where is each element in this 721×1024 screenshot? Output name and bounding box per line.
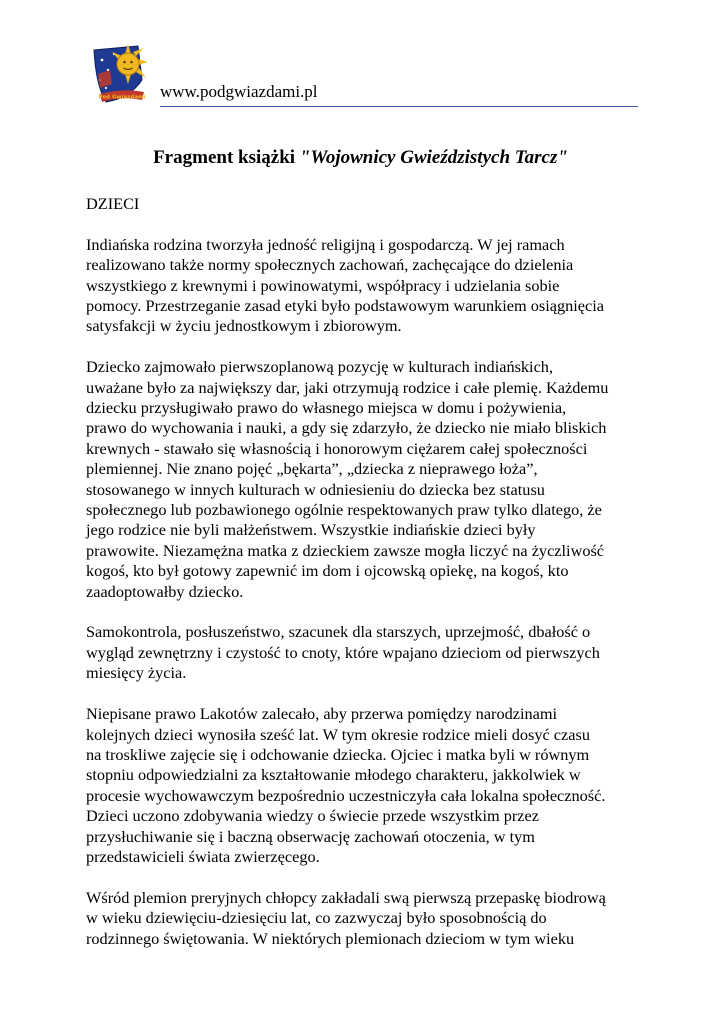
text-line: Dziecko zajmowało pierwszoplanową pozycję w kulturach indiańskich, — [86, 357, 554, 377]
text-line: Dzieci uczono zdobywania wiedzy o świecie przede wszystkim przez — [86, 806, 539, 826]
text-line: na troskliwe zajęcie się i odchowanie dziecka. Ojciec i matka byli w równym — [86, 744, 590, 764]
text-line: uważane było za największy dar, jaki otrzymują rodzice i całe plemię. Każdemu — [86, 377, 609, 397]
page-title — [0, 146, 721, 170]
text-line: rodzinnego świętowania. W niektórych plemionach dzieciom w tym wieku — [86, 928, 575, 948]
paragraph — [86, 357, 642, 602]
text-line: prawowite. Niezamężna matka z dzieckiem zawsze mogła liczyć na życzliwość — [86, 540, 605, 560]
text-line: pomocy. Przestrzeganie zasad etyki było podstawowym warunkiem osiągnięcia — [86, 296, 604, 316]
text-line: kogoś, kto był gotowy zapewnić im dom i ojcowską opiekę, na kogoś, kto — [86, 561, 569, 581]
text-line: procesie wychowawczym bezpośrednio uczestniczyła cała lokalna społeczność. — [86, 785, 606, 805]
text-line: krewnych - stawało się własnością i honorowym ciężarem całej społeczności — [86, 438, 588, 458]
text-line: realizowano także normy społecznych zachowań, zachęcające do dzielenia — [86, 255, 574, 275]
text-line: miesięcy życia. — [86, 663, 187, 683]
paragraph-list — [86, 235, 642, 949]
text-line: plemiennej. Nie znano pojęć „bękarta”, „dziecka z nieprawego łoża”, — [86, 459, 538, 479]
sun-face-shield-logo-icon — [86, 40, 152, 106]
text-line: satysfakcji w życiu jednostkowym i zbiorowym. — [86, 316, 402, 336]
header-divider — [160, 106, 638, 107]
book-title: "Wojownicy Gwieździstych Tarcz" — [299, 147, 568, 168]
text-line: w wieku dziewięciu-dziesięciu lat, co zazwyczaj było sposobnością do — [86, 908, 547, 928]
site-url[interactable]: www.podgwiazdami.pl — [160, 82, 318, 101]
text-line: stopniu odpowiedzialni za kształtowanie młodego charakteru, jakkolwiek w — [86, 765, 581, 785]
paragraph — [86, 704, 642, 867]
text-line: zaadoptowałby dziecko. — [86, 581, 244, 601]
text-line: prawo do wychowania i nauki, a gdy się zdarzyło, że dziecko nie miało bliskich — [86, 418, 607, 438]
text-line: jego rodzice nie byli małżeństwem. Wszystkie indiańskie dzieci były — [86, 520, 536, 540]
text-line: Niepisane prawo Lakotów zalecało, aby przerwa pomiędzy narodzinami — [86, 704, 558, 724]
page-header — [86, 40, 638, 116]
text-line: przysłuchiwanie się i baczną obserwację zachowań otoczenia, w tym — [86, 826, 535, 846]
text-line: przedstawicieli świata zwierzęcego. — [86, 846, 320, 866]
text-line: Samokontrola, posłuszeństwo, szacunek dla starszych, uprzejmość, dbałość o — [86, 622, 591, 642]
text-line: stosowanego w innych kulturach w odniesieniu do dziecka bez statusu — [86, 479, 545, 499]
title-prefix: Fragment książki — [153, 147, 300, 168]
paragraph — [86, 888, 642, 949]
document-body — [86, 194, 642, 969]
text-line: wygląd zewnętrzny i czystość to cnoty, które wpajano dzieciom od pierwszych — [86, 642, 600, 662]
logo-text: Pod Gwiazdami — [98, 94, 146, 101]
text-line: kolejnych dzieci wynosiła sześć lat. W tym okresie rodzice mieli dosyć czasu — [86, 724, 590, 744]
text-line: dziecku przysługiwało prawo do własnego miejsca w domu i pożywienia, — [86, 398, 567, 418]
text-line: Indiańska rodzina tworzyła jedność religijną i gospodarczą. W jej ramach — [86, 234, 565, 254]
text-line: wszystkiego z krewnymi i powinowatymi, współpracy i udzielania sobie — [86, 275, 560, 295]
text-line: Wśród plemion preryjnych chłopcy zakładali swą pierwszą przepaskę biodrową — [86, 887, 606, 907]
paragraph — [86, 622, 642, 683]
paragraph — [86, 235, 642, 337]
text-line: społecznego lub pozbawionego ogólnie respektowanych praw tylko dlatego, że — [86, 500, 602, 520]
section-heading: DZIECI — [86, 194, 140, 213]
